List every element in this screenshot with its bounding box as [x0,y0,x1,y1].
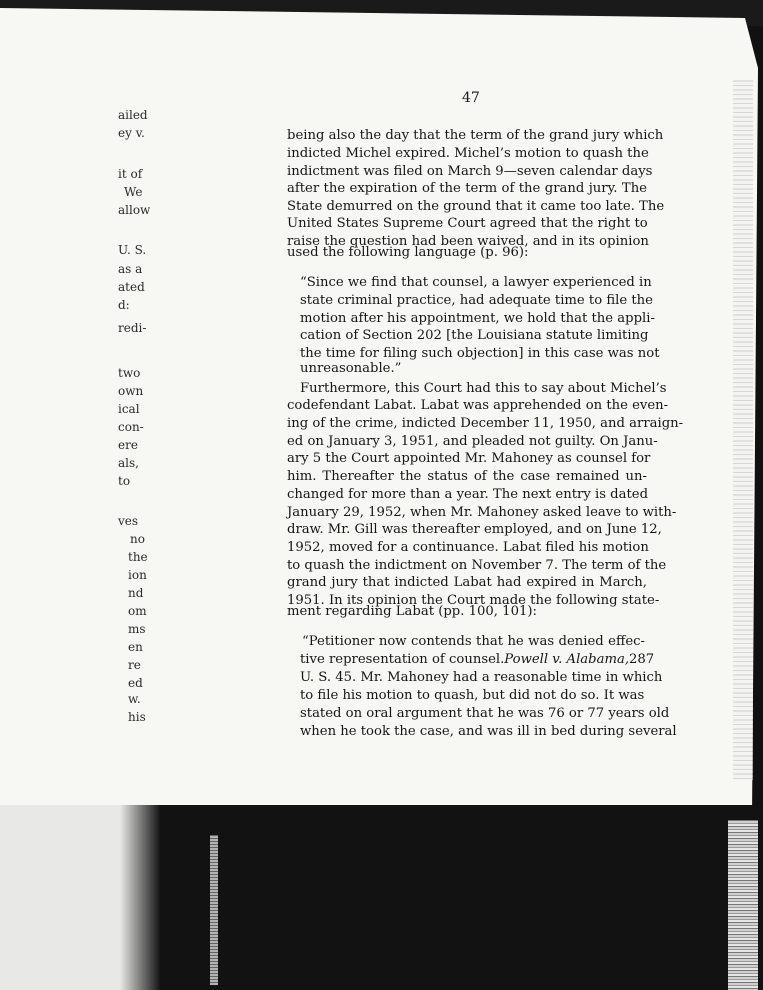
scan-edge-noise [733,80,753,780]
scan-edge-noise-left [210,835,218,985]
quote-line-citation [300,652,655,667]
body-line: ary 5 the Court appointed Mr. Mahoney as counsel for [287,451,651,466]
body-line: State demurred on the ground that it came too late. The [287,199,665,214]
margin-fragment: en [128,640,143,654]
body-line: ed on January 3, 1951, and pleaded not guilty. On Janu- [287,434,658,449]
body-line: ing of the crime, indicted December 11, 1950, and arraign- [287,416,684,431]
quote-line: the time for filing such objection] in this case was not [300,346,660,361]
body-line: United States Supreme Court agreed that the right to [287,216,648,231]
body-line: used the following language (p. 96): [287,245,529,260]
case-citation: Powell v. Alabama, [504,652,630,667]
quote-line: “Since we find that counsel, a lawyer experienced in [300,275,652,290]
body-line: ment regarding Labat (pp. 100, 101): [287,604,537,619]
body-line: 1951. In its opinion the Court made the following state- [287,593,660,608]
quote-line: cation of Section 202 [the Louisiana statute limiting [300,328,649,343]
body-line: him. Thereafter the status of the case remained un- [287,469,647,484]
margin-fragment: his [128,710,146,724]
margin-fragment: w. [128,692,141,706]
margin-fragment: con- [118,420,144,434]
margin-fragment: ical [118,402,140,416]
body-line: 1952, moved for a continuance. Labat filed his motion [287,540,649,555]
margin-fragment: allow [118,203,151,217]
quote-line: state criminal practice, had adequate time to file the [300,293,653,308]
margin-fragment: it of [118,167,143,181]
margin-fragment: U. S. [118,243,147,257]
quote-line: U. S. 45. Mr. Mahoney had a reasonable time in which [300,670,663,685]
margin-fragment: redi- [118,321,147,335]
quote-line: to file his motion to quash, but did not do so. It was [300,688,645,703]
body-line: after the expiration of the term of the grand jury. The [287,181,647,196]
body-line: grand jury that indicted Labat had expired in March, [287,575,647,590]
body-line: draw. Mr. Gill was thereafter employed, and on June 12, [287,522,662,537]
quote-line: stated on oral argument that he was 76 or 77 years old [300,706,670,721]
body-line: raise the question had been waived, and in its opinion [287,234,649,249]
margin-fragment: to [118,474,131,488]
scan-edge-noise-lower [728,820,758,990]
margin-fragment: ed [128,676,143,690]
margin-fragment: no [130,532,145,546]
page-number: 47 [462,90,480,106]
margin-fragment: d: [118,298,130,312]
margin-fragment: ms [128,622,146,636]
quote-line: motion after his appointment, we hold that the appli- [300,311,655,326]
body-line: indicted Michel expired. Michel’s motion to quash the [287,146,649,161]
margin-fragment: ated [118,280,145,294]
quote-line: “Petitioner now contends that he was denied effec- [302,634,645,649]
margin-fragment: nd [128,586,144,600]
margin-fragment: the [128,550,148,564]
margin-fragment: re [128,658,141,672]
margin-fragment: We [124,185,143,199]
margin-fragment: om [128,604,147,618]
quote-line: when he took the case, and was ill in bed during several [300,724,677,739]
margin-fragment: as a [118,262,143,276]
body-line: codefendant Labat. Labat was apprehended on the even- [287,398,669,413]
body-line: being also the day that the term of the grand jury which [287,128,664,143]
citation-volume: 287 [629,652,655,667]
body-line: changed for more than a year. The next entry is dated [287,487,649,502]
body-line: Furthermore, this Court had this to say about Michel’s [300,381,667,396]
body-line: to quash the indictment on November 7. The term of the [287,558,667,573]
scan-lower-left-area [0,805,160,990]
margin-fragment: own [118,384,144,398]
quote-text: tive representation of counsel. [300,652,505,667]
margin-fragment: two [118,366,141,380]
margin-fragment: ere [118,438,138,452]
margin-fragment: ves [118,514,139,528]
margin-fragment: ailed [118,108,148,122]
margin-fragment: als, [118,456,139,470]
body-line: January 29, 1952, when Mr. Mahoney asked leave to with- [287,505,677,520]
quote-line: unreasonable.” [300,361,402,376]
margin-fragment: ey v. [118,126,145,140]
body-line: indictment was filed on March 9—seven calendar days [287,164,653,179]
margin-fragment: ion [128,568,147,582]
